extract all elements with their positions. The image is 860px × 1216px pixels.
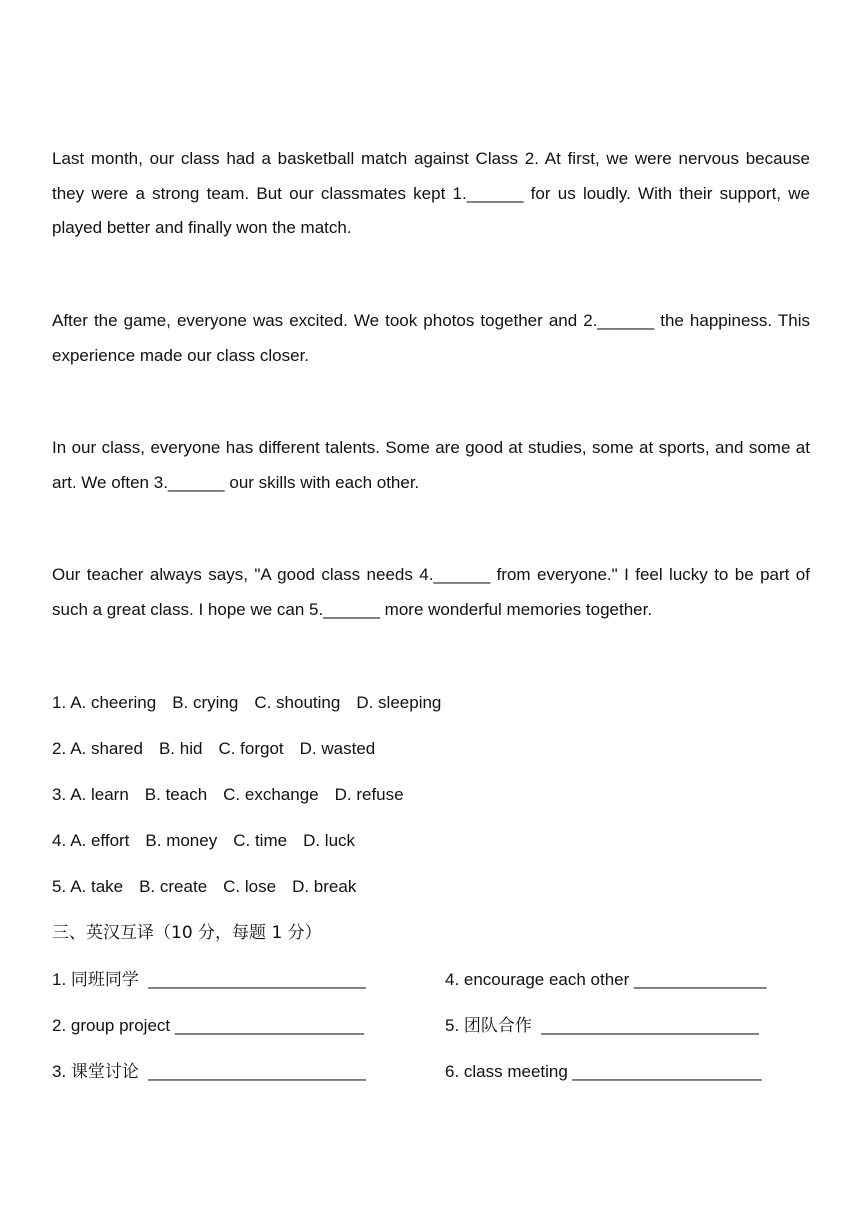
translation-item-1: 1. 同班同学 _______________________ bbox=[52, 970, 366, 989]
passage-paragraph-4: Our teacher always says, "A good class needs 4.______ from everyone." I feel lucky to be part of such a great class. I hope we can 5.______ more wonderful memories together. bbox=[52, 565, 810, 619]
translation-item-4: 4. encourage each other ______________ bbox=[445, 970, 767, 989]
option-number: 4. bbox=[52, 831, 67, 850]
option-a: A. effort bbox=[70, 831, 130, 850]
option-b: B. hid bbox=[158, 739, 203, 758]
option-d: D. refuse bbox=[334, 785, 404, 804]
section-3-title: 三、英汉互译（10 分，每题 1 分） bbox=[52, 923, 322, 943]
option-c: C. forgot bbox=[218, 739, 284, 758]
option-d: D. break bbox=[292, 877, 357, 896]
option-number: 2. bbox=[52, 739, 67, 758]
option-d: D. sleeping bbox=[356, 693, 442, 712]
translation-row-2 bbox=[52, 1014, 810, 1038]
option-b: B. teach bbox=[144, 785, 208, 804]
option-b: B. crying bbox=[172, 693, 239, 712]
option-b: B. create bbox=[139, 877, 208, 896]
translation-item-2: 2. group project ____________________ bbox=[52, 1016, 364, 1035]
option-row-4 bbox=[52, 829, 371, 853]
option-d: D. luck bbox=[303, 831, 356, 850]
option-a: A. learn bbox=[70, 785, 129, 804]
translation-item-6: 6. class meeting ____________________ bbox=[445, 1062, 762, 1081]
option-row-1 bbox=[52, 691, 457, 715]
option-c: C. exchange bbox=[223, 785, 319, 804]
option-b: B. money bbox=[145, 831, 218, 850]
translation-row-1 bbox=[52, 968, 810, 992]
passage-paragraph-2: After the game, everyone was excited. We took photos together and 2.______ the happiness. This experience made our class closer. bbox=[52, 311, 810, 365]
option-a: A. take bbox=[70, 877, 124, 896]
passage-paragraph-1: Last month, our class had a basketball match against Class 2. At first, we were nervous because they were a strong team. But our classmates kept 1.______ for us loudly. With their support, we played better and finally won the match. bbox=[52, 149, 810, 237]
option-d: D. wasted bbox=[299, 739, 376, 758]
translation-item-5: 5. 团队合作 _______________________ bbox=[445, 1016, 759, 1035]
option-row-2 bbox=[52, 737, 391, 761]
option-c: C. shouting bbox=[254, 693, 341, 712]
option-row-3 bbox=[52, 783, 420, 807]
option-c: C. lose bbox=[223, 877, 277, 896]
translation-row-3 bbox=[52, 1060, 810, 1084]
option-a: A. cheering bbox=[70, 693, 157, 712]
option-number: 3. bbox=[52, 785, 67, 804]
option-row-5 bbox=[52, 875, 372, 899]
option-a: A. shared bbox=[70, 739, 143, 758]
option-number: 1. bbox=[52, 693, 67, 712]
option-number: 5. bbox=[52, 877, 67, 896]
option-c: C. time bbox=[233, 831, 288, 850]
passage-paragraph-3: In our class, everyone has different talents. Some are good at studies, some at sports, and some at art. We often 3.______ our skills with each other. bbox=[52, 438, 810, 492]
translation-item-3: 3. 课堂讨论 _______________________ bbox=[52, 1062, 366, 1081]
